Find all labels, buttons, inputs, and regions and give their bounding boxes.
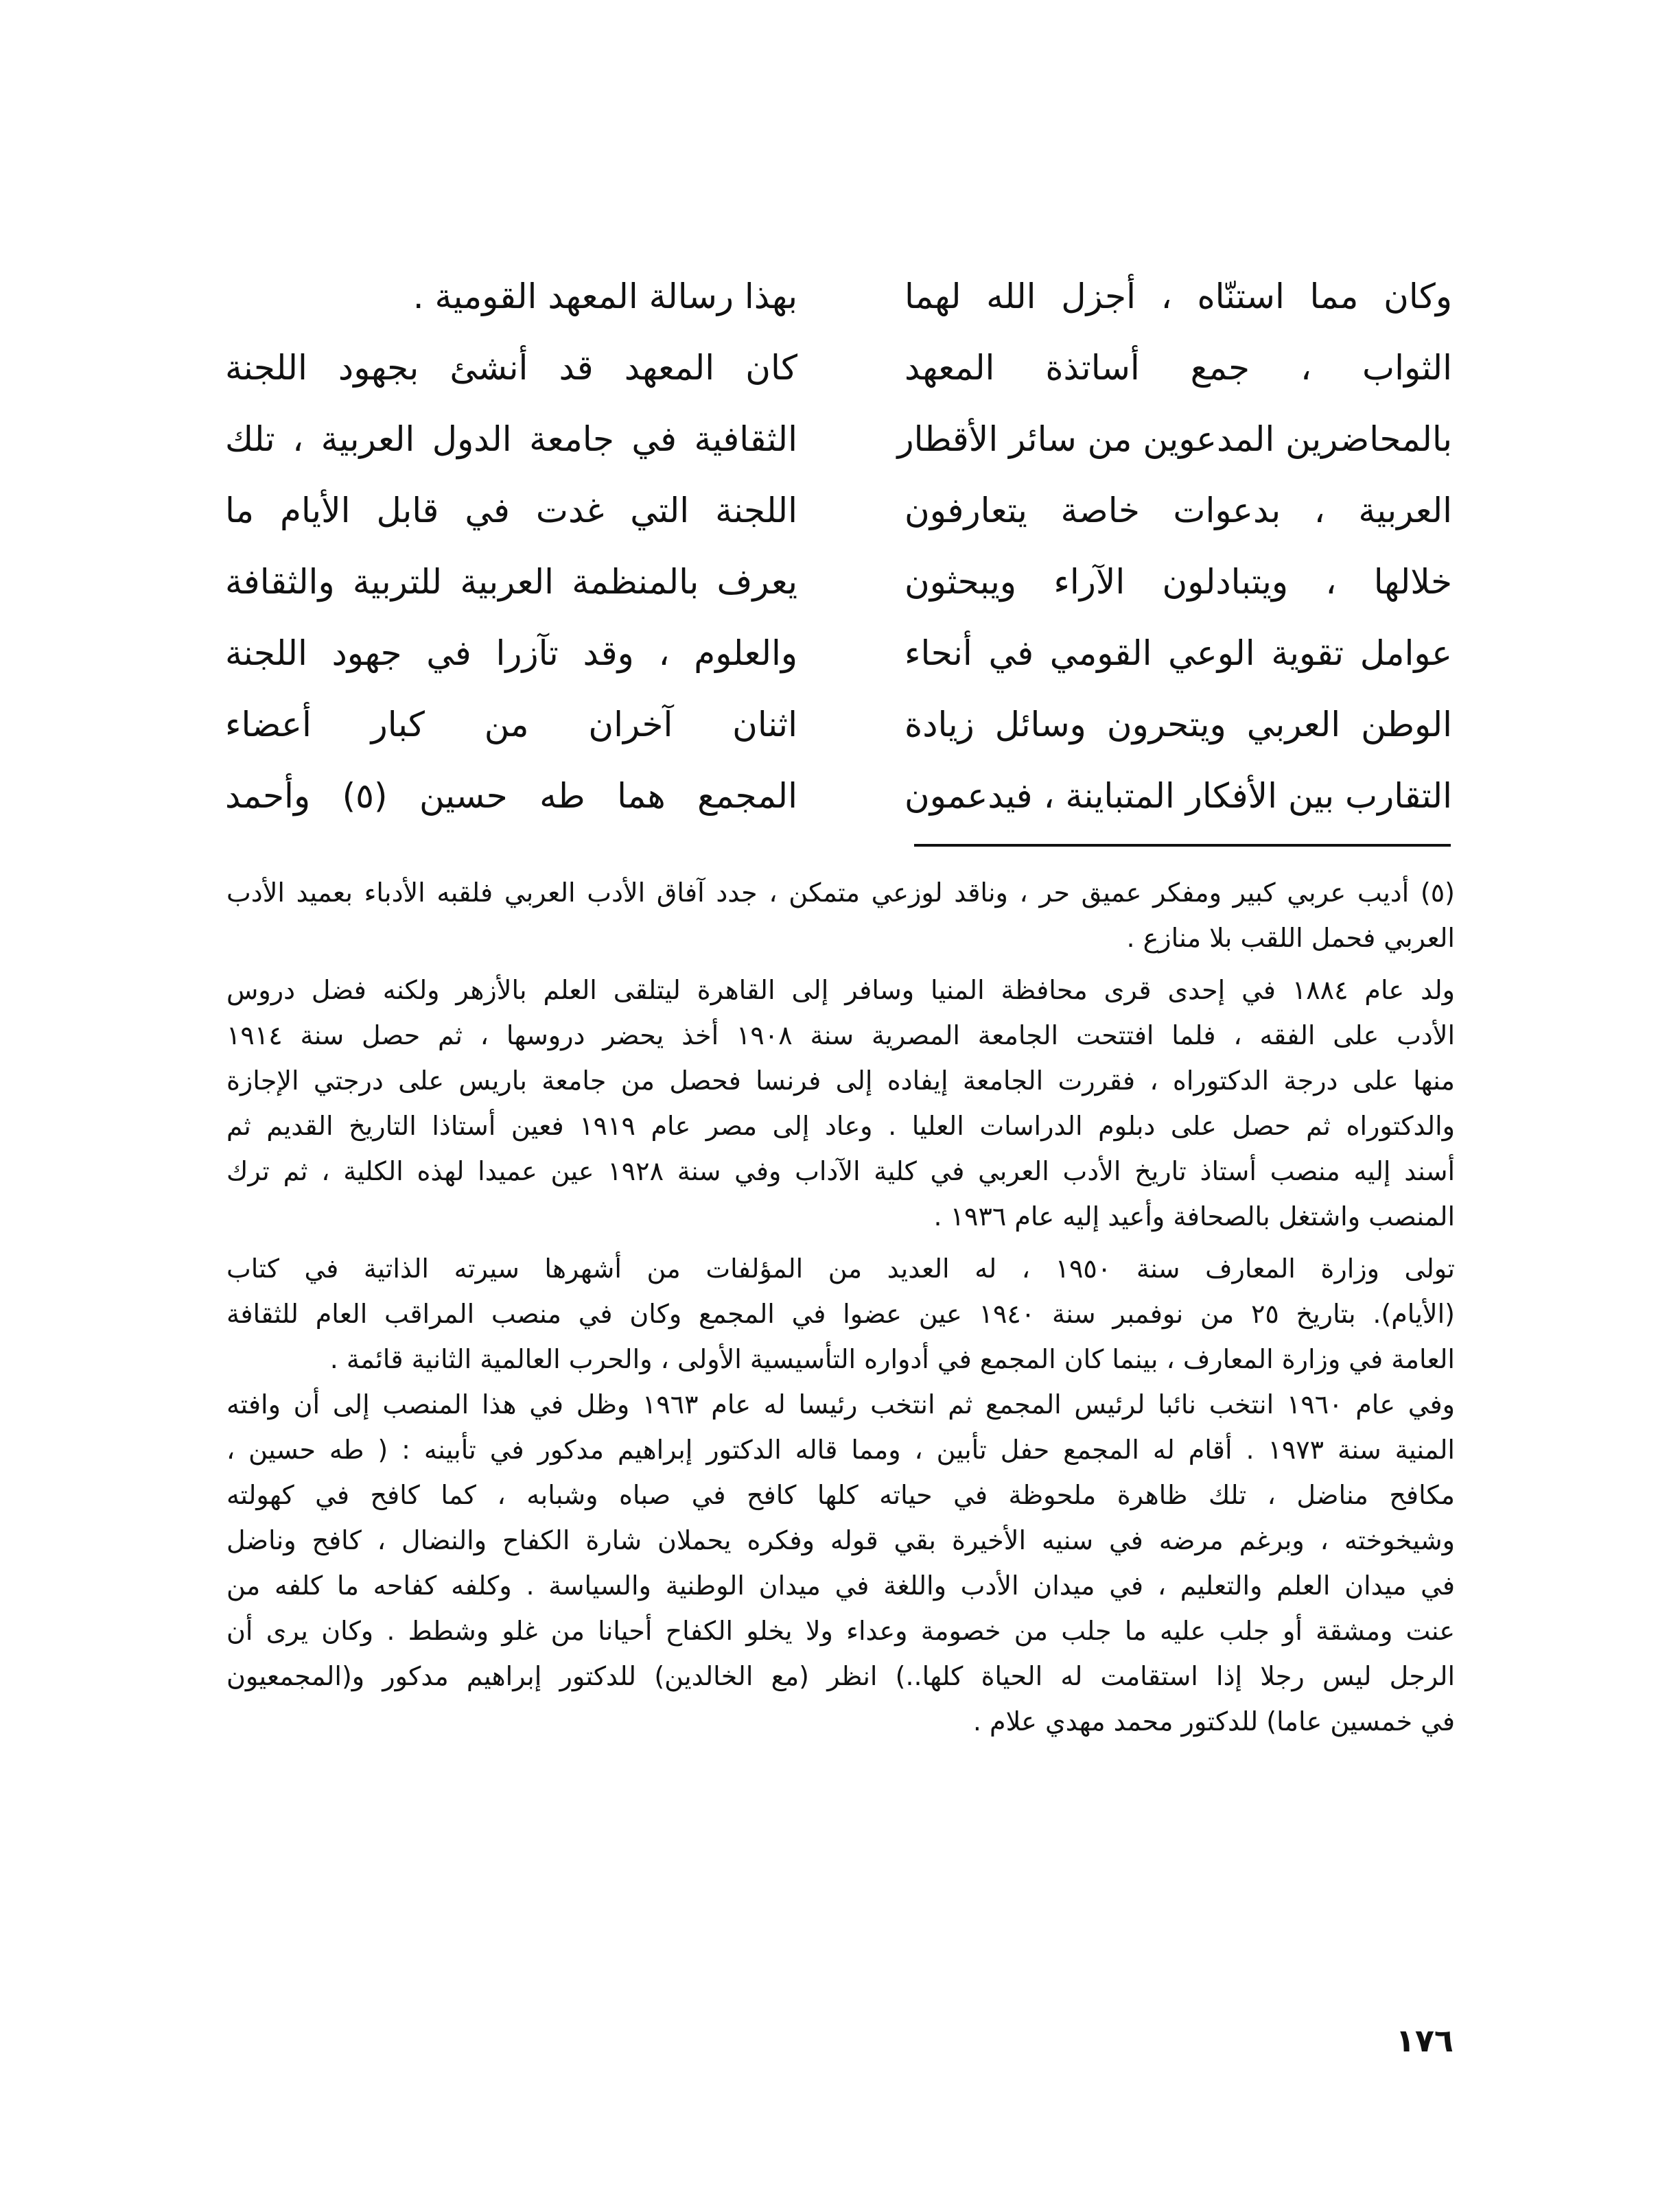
text-line: والعلوم ، وقد تآزرا في جهود اللجنة: [225, 633, 797, 673]
footnote-line: عنت ومشقة أو جلب عليه ما جلب من خصومة وعداء ولا يخلو الكفاح أحيانا من غلو وشطط . وكان يرى أن: [226, 1616, 1455, 1646]
text-line: اللجنة التي غدت في قابل الأيام ما: [225, 491, 797, 530]
text-line: عوامل تقوية الوعي القومي في أنحاء: [904, 633, 1452, 673]
text-line: العربية ، بدعوات خاصة يتعارفون: [904, 491, 1452, 530]
text-line: يعرف بالمنظمة العربية للتربية والثقافة: [225, 562, 797, 602]
main-text-right-column: [897, 261, 1452, 832]
text-line: بهذا رسالة المعهد القومية .: [412, 276, 797, 316]
text-line: خلالها ، ويتبادلون الآراء ويبحثون: [904, 562, 1452, 602]
footnote-line: الأدب على الفقه ، فلما افتتحت الجامعة المصرية سنة ١٩٠٨ أخذ يحضر دروسها ، ثم حصل سنة ١٩١٤: [226, 1020, 1455, 1050]
text-line: الثواب ، جمع أساتذة المعهد: [904, 348, 1452, 388]
page-number: ١٧٦: [1395, 2022, 1454, 2059]
text-line: اثنان آخران من كبار أعضاء: [225, 705, 797, 744]
footnote-line: تولى وزارة المعارف سنة ١٩٥٠ ، له العديد من المؤلفات من أشهرها سيرته الذاتية في كتاب: [226, 1254, 1455, 1284]
footnote-line: الرجل ليس رجلا إذا استقامت له الحياة كلها..) انظر (مع الخالدين) للدكتور إبراهيم مدكور و(المجمعيون: [226, 1661, 1455, 1691]
footnote-line: العربي فحمل اللقب بلا منازع .: [1126, 923, 1455, 953]
main-text-left-column: [225, 261, 797, 832]
text-line: الوطن العربي ويتحرون وسائل زيادة: [904, 705, 1452, 744]
footnote-line: في خمسين عاما) للدكتور محمد مهدي علام .: [972, 1706, 1455, 1737]
text-line: كان المعهد قد أنشئ بجهود اللجنة: [225, 348, 797, 388]
footnote-line: في ميدان العلم والتعليم ، في ميدان الأدب واللغة في ميدان الوطنية والسياسة . وكلفه كفاحه ما كلفه من: [226, 1570, 1455, 1601]
footnote-paragraph: [226, 967, 1455, 1239]
footnotes-section: [226, 870, 1455, 1744]
footnote-line: (٥) أديب عربي كبير ومفكر عميق حر ، وناقد لوزعي متمكن ، جدد آفاق الأدب العربي فلقبه الأدباء بعميد الأدب: [226, 878, 1455, 908]
footnote-line: وفي عام ١٩٦٠ انتخب نائبا لرئيس المجمع ثم انتخب رئيسا له عام ١٩٦٣ وظل في هذا المنصب إلى أن وافته: [226, 1389, 1455, 1420]
footnote-line: ولد عام ١٨٨٤ في إحدى قرى محافظة المنيا وسافر إلى القاهرة ليتلقى العلم بالأزهر ولكنه فضل دروس: [226, 975, 1455, 1005]
footnote-line: والدكتوراه ثم حصل على دبلوم الدراسات العليا . وعاد إلى مصر عام ١٩١٩ فعين أستاذا التاريخ القديم ثم: [226, 1111, 1455, 1141]
text-line: بالمحاضرين المدعوين من سائر الأقطار: [897, 419, 1452, 459]
footnote-line: المنصب واشتغل بالصحافة وأعيد إليه عام ١٩٣٦ .: [933, 1201, 1455, 1232]
footnote-paragraph: [226, 1382, 1455, 1744]
footnote-line: المنية سنة ١٩٧٣ . أقام له المجمع حفل تأبين ، ومما قاله الدكتور إبراهيم مدكور في تأبينه : ( طه حسين ،: [226, 1435, 1455, 1465]
footnote-separator-rule: [914, 844, 1451, 847]
footnote-line: (الأيام). بتاريخ ٢٥ من نوفمبر سنة ١٩٤٠ عين عضوا في المجمع وكان في منصب المراقب العام للثقافة: [226, 1299, 1455, 1329]
text-line: الثقافية في جامعة الدول العربية ، تلك: [225, 419, 797, 459]
footnote-line: أسند إليه منصب أستاذ تاريخ الأدب العربي في كلية الآداب وفي سنة ١٩٢٨ عين عميدا لهذه الكلية ، ثم ترك: [226, 1156, 1455, 1186]
footnote-paragraph: [226, 870, 1455, 961]
text-line: التقارب بين الأفكار المتباينة ، فيدعمون: [904, 776, 1452, 816]
footnote-line: مكافح مناضل ، تلك ظاهرة ملحوظة في حياته كلها كافح في صباه وشبابه ، كما كافح في كهولته: [226, 1480, 1455, 1510]
footnote-paragraph: [226, 1246, 1455, 1382]
text-line: المجمع هما طه حسين (٥) وأحمد: [225, 776, 797, 816]
footnote-line: منها على درجة الدكتوراه ، فقررت الجامعة إيفاده إلى فرنسا فحصل من جامعة باريس على درجتي الإجازة: [226, 1066, 1455, 1096]
footnote-line: العامة في وزارة المعارف ، بينما كان المجمع في أدواره التأسيسية الأولى ، والحرب العالمية الثانية قائمة .: [329, 1344, 1455, 1374]
footnote-line: وشيخوخته ، وبرغم مرضه في سنيه الأخيرة بقي قوله وفكره يحملان شارة الكفاح والنضال ، كافح وناضل: [226, 1525, 1455, 1555]
text-line: وكان مما استنّاه ، أجزل الله لهما: [904, 276, 1452, 316]
